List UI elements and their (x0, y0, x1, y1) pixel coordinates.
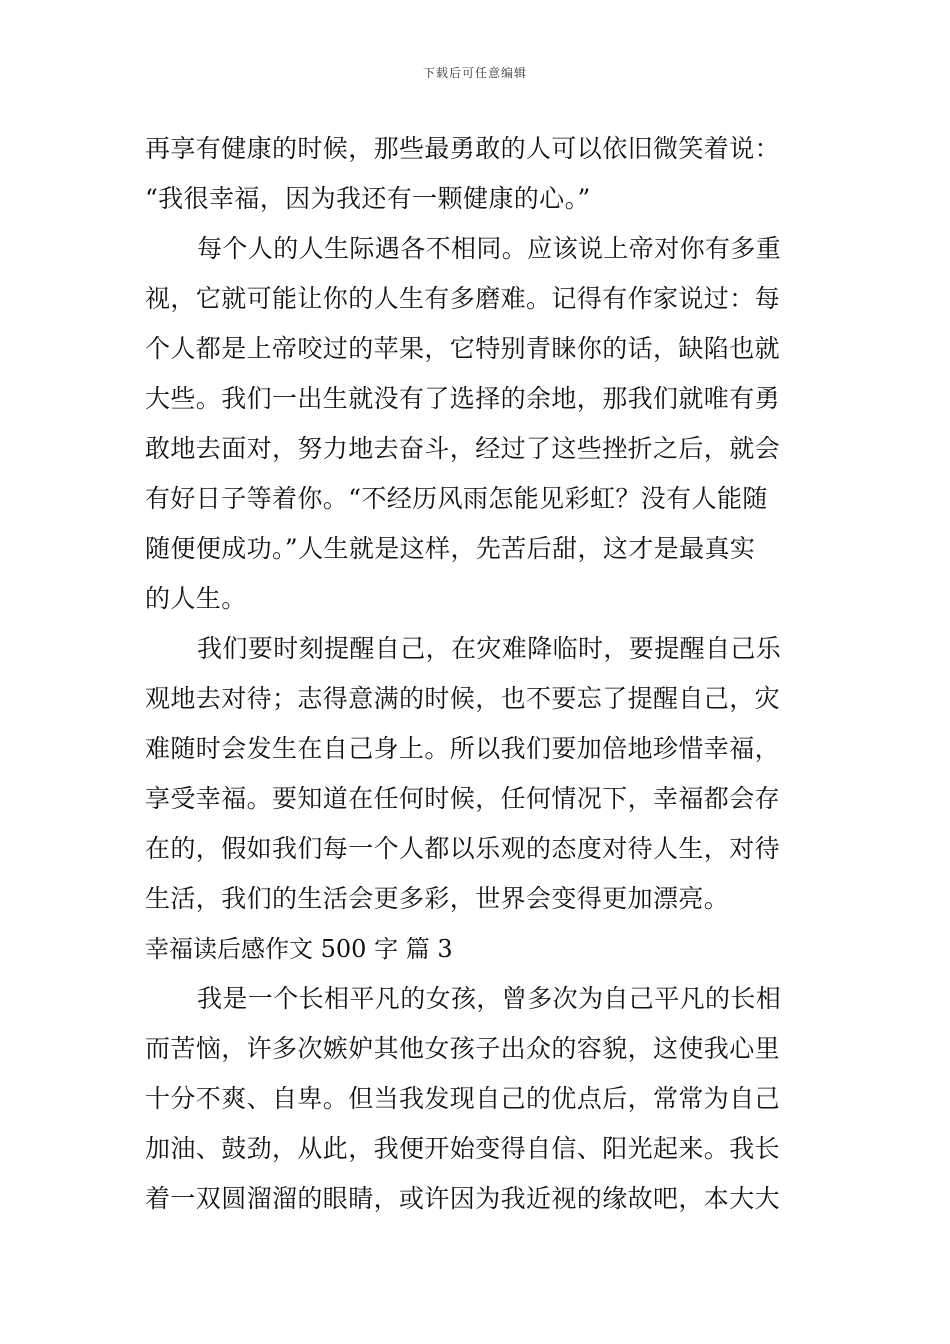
section-heading: 幸福读后感作文 500 字 篇 3 (145, 935, 453, 963)
text-line: 敢地去面对，努力地去奋斗，经过了这些挫折之后，就会 (145, 434, 781, 463)
document-body (145, 124, 809, 1224)
text-line: 生活，我们的生活会更多彩，世界会变得更加漂亮。 (145, 884, 730, 913)
text-line: 加油、鼓劲，从此，我便开始变得自信、阳光起来。我长 (145, 1134, 781, 1163)
text-line: 我是一个长相平凡的女孩，曾多次为自己平凡的长相 (197, 984, 782, 1013)
text-line: 着一双圆溜溜的眼睛，或许因为我近视的缘故吧，本大大 (145, 1184, 781, 1213)
text-line: 有好日子等着你。“不经历风雨怎能见彩虹？没有人能随 (145, 484, 768, 513)
text-line: 随便便成功。”人生就是这样，先苦后甜，这才是最真实 (145, 534, 756, 563)
text-line: 的人生。 (145, 584, 247, 613)
text-line: 难随时会发生在自己身上。所以我们要加倍地珍惜幸福， (145, 734, 781, 763)
header-note: 下载后可任意编辑 (422, 66, 527, 80)
text-line: 个人都是上帝咬过的苹果，它特别青睐你的话，缺陷也就 (145, 334, 781, 363)
text-line: 在的，假如我们每一个人都以乐观的态度对待人生，对待 (145, 834, 781, 863)
text-line: 而苦恼，许多次嫉妒其他女孩子出众的容貌，这使我心里 (145, 1034, 781, 1063)
text-line: 十分不爽、自卑。但当我发现自己的优点后，常常为自己 (145, 1084, 781, 1113)
text-line: 每个人的人生际遇各不相同。应该说上帝对你有多重 (197, 234, 782, 263)
text-line: 大些。我们一出生就没有了选择的余地，那我们就唯有勇 (145, 384, 781, 413)
text-line: 我们要时刻提醒自己，在灾难降临时，要提醒自己乐 (197, 634, 782, 663)
text-line: “我很幸福，因为我还有一颗健康的心。” (145, 184, 591, 213)
text-line: 享受幸福。要知道在任何时候，任何情况下，幸福都会存 (145, 784, 781, 813)
text-line: 再享有健康的时候，那些最勇敢的人可以依旧微笑着说： (145, 134, 781, 163)
text-line: 视，它就可能让你的人生有多磨难。记得有作家说过：每 (145, 284, 781, 313)
text-line: 观地去对待；志得意满的时候，也不要忘了提醒自己，灾 (145, 684, 781, 713)
